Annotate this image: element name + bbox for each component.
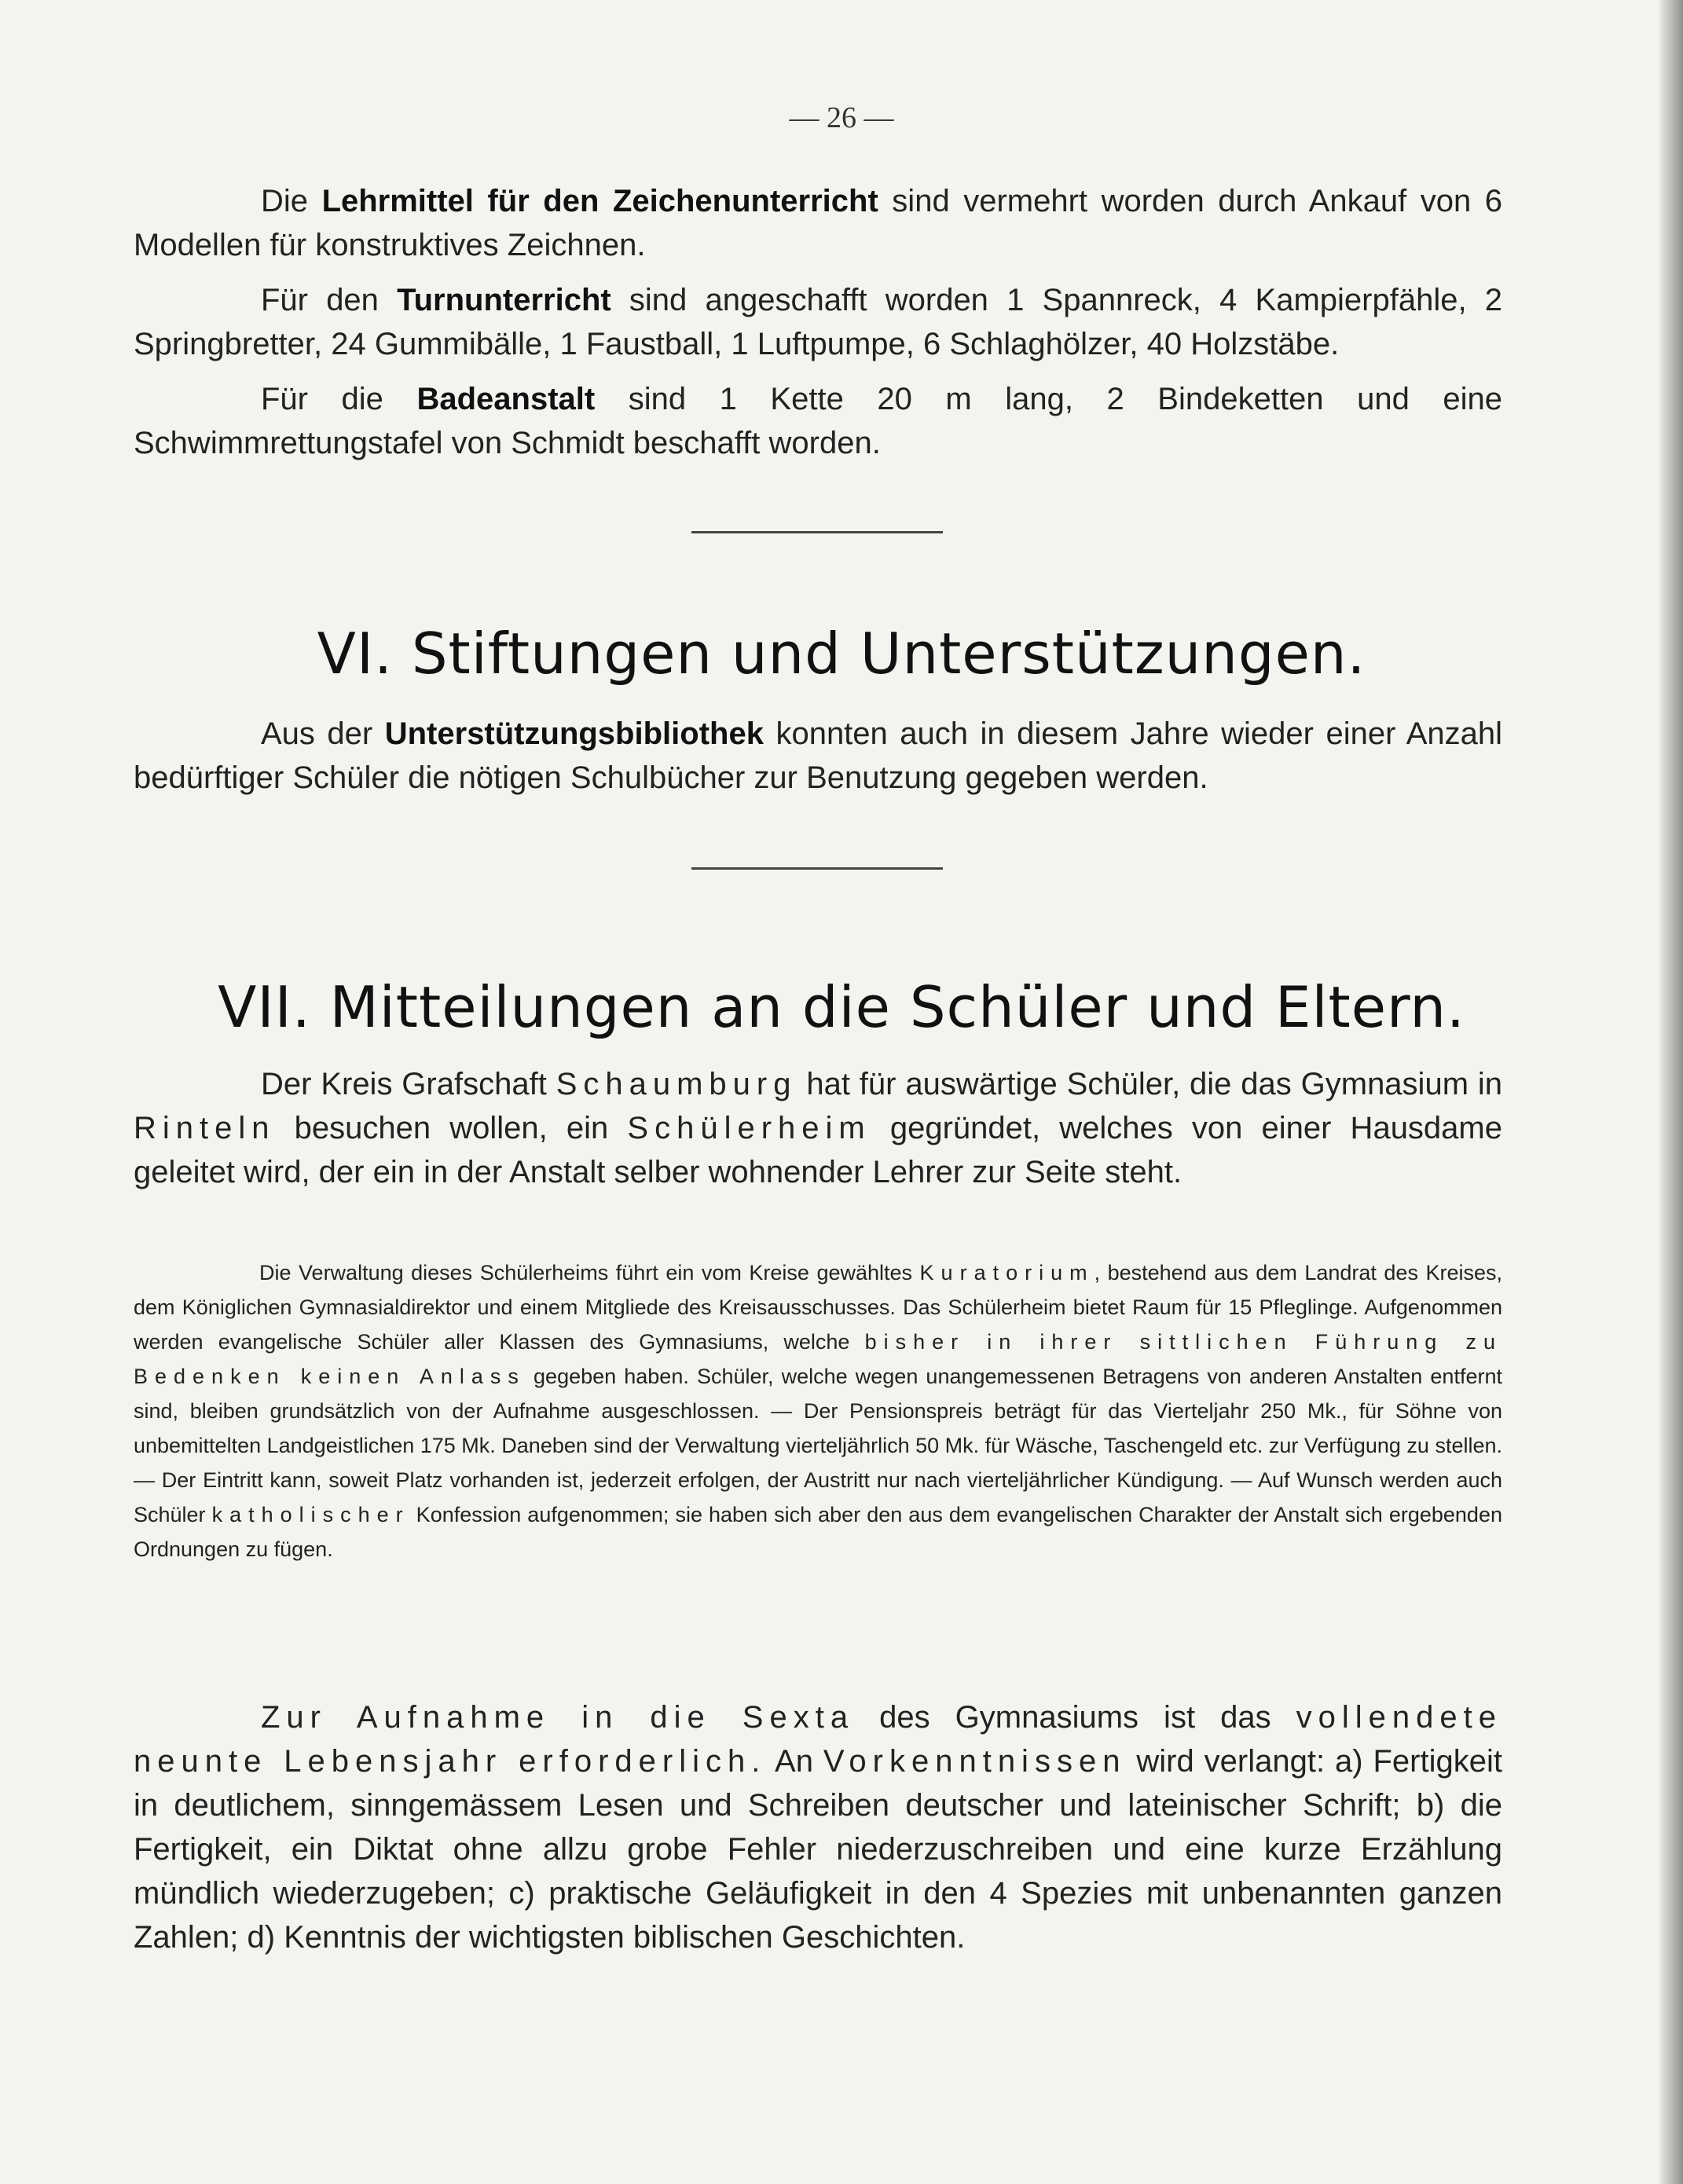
section-heading-vi: VI. Stiftungen und Unterstützungen. [317, 621, 1366, 687]
paragraph-lehrmittel: Die Lehrmittel für den Zeichenunterricht sind vermehrt worden durch Ankauf von 6 Modellen für konstruktives Zeichnen. [134, 184, 1503, 262]
spaced-katholischer: katholischer [211, 1503, 410, 1526]
bold-term-zeichenunterricht: Lehrmittel für den Zeichenunterricht [321, 184, 878, 218]
spaced-schaumburg: Schaumburg [556, 1067, 798, 1101]
spaced-aufnahme-sexta: Zur Aufnahme in die Sexta [261, 1700, 855, 1735]
page-number: — 26 — [789, 101, 894, 134]
spaced-fuehrung-clause: bisher in ihrer sittlichen Führung zu Bedenken keinen Anlass [134, 1330, 1502, 1388]
paragraph-unterstuetzungsbibliothek: Aus der Unterstützungsbibliothek konnten auch in diesem Jahre wieder einer Anzahl bedürftiger Schüler die nötigen Schulbücher zur Benutzung gegeben werden. [134, 716, 1503, 795]
paragraph-aufnahme-sexta: Zur Aufnahme in die Sexta des Gymnasiums ist das vollendete neunte Lebensjahr erforderlich. An Vorkenntnissen wird verlangt: a) Fertigkeit in deutlichem, sinngemässem Lesen und Schreiben deutscher und lateinischer Schrift; b) die Fertigkeit, ein Diktat ohne allzu grobe Fehler niederzuschreiben und eine kurze Erzählung mündlich wiederzugeben; c) praktische Geläufigkeit in den 4 Spezies mit unbenannten ganzen Zahlen; d) Kenntnis der wichtigsten biblischen Geschichten. [134, 1700, 1502, 1955]
spaced-schuelerheim: Schülerheim [627, 1111, 871, 1145]
spaced-vorkenntnissen: Vorkenntnissen [823, 1744, 1127, 1779]
spaced-kuratorium: Kuratorium [919, 1261, 1094, 1284]
paragraph-verwaltung-small-print: Die Verwaltung dieses Schülerheims führt ein vom Kreise gewähltes Kuratorium, bestehend aus dem Landrat des Kreises, dem Königlichen Gymnasialdirektor und einem Mitgliede des Kreisausschusses. Das Schülerheim bietet Raum für 15 Pfleglinge. Aufgenommen werden evangelische Schüler aller Klassen des Gymnasiums, welche bisher in ihrer sittlichen Führung zu Bedenken keinen Anlass gegeben haben. Schüler, welche wegen unangemessenen Betragens von anderen Anstalten entfernt sind, bleiben grundsätzlich von der Aufnahme ausgeschlossen. — Der Pensionspreis beträgt für das Vierteljahr 250 Mk., für Söhne von unbemittelten Landgeistlichen 175 Mk. Daneben sind der Verwaltung vierteljährlich 50 Mk. für Wäsche, Taschengeld etc. zur Verfügung zu stellen. — Der Eintritt kann, soweit Platz vorhanden ist, jederzeit erfolgen, der Austritt nur nach vierteljährlicher Kündigung. — Auf Wunsch werden auch Schüler katholischer Konfession aufgenommen; sie haben sich aber den aus dem evangelischen Charakter der Anstalt sich ergebenden Ordnungen zu fügen. [134, 1261, 1503, 1561]
section-divider-1 [691, 531, 943, 533]
paragraph-schuelerheim: Der Kreis Grafschaft Schaumburg hat für auswärtige Schüler, die das Gymnasium in Rinteln besuchen wollen, ein Schülerheim gegründet, welches von einer Hausdame geleitet wird, der ein in der Anstalt selber wohnender Lehrer zur Seite steht. [134, 1067, 1503, 1189]
section-heading-vii: VII. Mitteilungen an die Schüler und Eltern. [218, 974, 1465, 1040]
section-divider-2 [691, 867, 943, 870]
bold-term-badeanstalt: Badeanstalt [416, 382, 596, 416]
spaced-lebensjahr: vollendete neunte Lebensjahr erforderlich. [134, 1700, 1502, 1779]
bold-term-turnunterricht: Turnunterricht [397, 283, 611, 317]
spaced-rinteln: Rinteln [134, 1111, 276, 1145]
bold-term-unterstuetzungsbibliothek: Unterstützungsbibliothek [384, 716, 764, 751]
paragraph-badeanstalt: Für die Badeanstalt sind 1 Kette 20 m lang, 2 Bindeketten und eine Schwimmrettungstafel von Schmidt beschafft worden. [134, 382, 1502, 460]
paragraph-turnunterricht: Für den Turnunterricht sind angeschafft worden 1 Spannreck, 4 Kampierpfähle, 2 Springbretter, 24 Gummibälle, 1 Faustball, 1 Luftpumpe, 6 Schlaghölzer, 40 Holzstäbe. [134, 283, 1502, 361]
page-edge-shadow [1659, 0, 1683, 2184]
